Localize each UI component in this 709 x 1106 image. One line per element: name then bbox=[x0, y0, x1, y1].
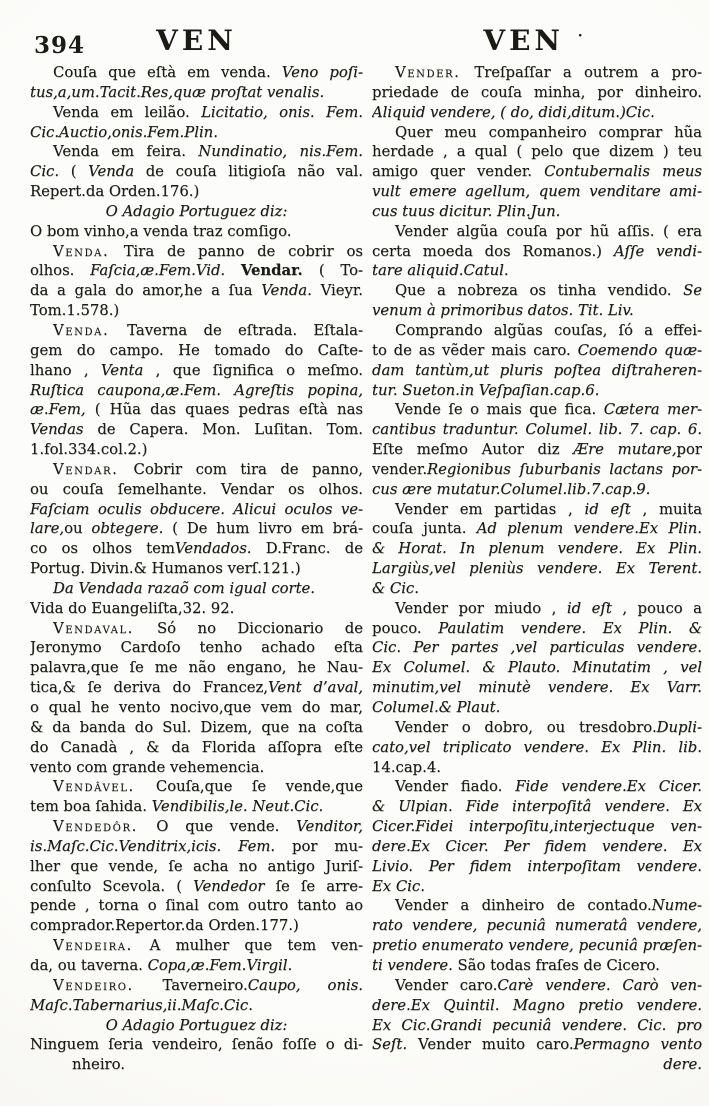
text-line bbox=[30, 539, 363, 559]
text-line bbox=[372, 321, 702, 341]
text-segment: ( De hum livro em brá- bbox=[172, 520, 363, 538]
text-segment: Eſte meſmo Autor diz bbox=[372, 441, 574, 459]
text-segment: co os olhos tem bbox=[30, 540, 175, 558]
text-segment: Livio. Per fidem interpoſitam vendere. bbox=[372, 857, 702, 875]
text-segment: tus,a,um.Tacit.Res,quæ proſtat venalis. bbox=[30, 83, 325, 101]
text-segment: Vender algũa couſa por hũ aſſis. ( era bbox=[395, 222, 702, 240]
text-columns bbox=[30, 63, 702, 1075]
text-segment: Venda em leilão. bbox=[53, 103, 202, 121]
text-line bbox=[372, 956, 702, 976]
text-line bbox=[372, 83, 702, 103]
text-line bbox=[372, 123, 702, 143]
text-segment: amigo quer vender. bbox=[372, 163, 545, 181]
text-segment: venum à primoribus datos. Tit. Liv. bbox=[372, 302, 634, 320]
text-segment: Nume- bbox=[651, 897, 702, 915]
text-line bbox=[372, 361, 702, 381]
text-segment: Ad plenum vendere.Ex Plin. bbox=[476, 520, 702, 538]
text-segment: Venditor, bbox=[296, 818, 363, 836]
text-segment: Cic.Auctio,onis.Fem.Plin. bbox=[30, 123, 218, 141]
text-segment: nheiro. bbox=[72, 1056, 125, 1074]
text-segment: Vende ſe o mais que fica. bbox=[395, 401, 604, 419]
text-segment: vento com grande vehemencia. bbox=[30, 758, 265, 776]
text-segment: Seſt. bbox=[372, 1036, 419, 1054]
text-segment: tica,& ſe deriva do Francez, bbox=[30, 679, 268, 697]
text-line bbox=[30, 261, 363, 281]
text-segment: cantibus traduntur. Columel. lib. 7. cap. 6. bbox=[372, 421, 702, 439]
text-line bbox=[372, 381, 702, 401]
text-line bbox=[30, 658, 363, 678]
running-head-right-text: VEN bbox=[483, 24, 565, 57]
text-segment: Cætera mer- bbox=[603, 401, 702, 419]
text-segment: O Adagio Portuguez diz: bbox=[105, 1016, 288, 1034]
text-line bbox=[30, 500, 363, 520]
text-segment: Venda. bbox=[261, 282, 321, 300]
text-segment: id eſt bbox=[584, 500, 643, 518]
text-segment: dere.Ex Quintil. Magno pretio vendere. bbox=[372, 996, 702, 1014]
text-line bbox=[30, 361, 363, 381]
text-segment: Da Vendada razaõ com igual corte. bbox=[53, 579, 316, 597]
headword: Venda. bbox=[53, 242, 124, 260]
text-segment: cus tuus dicitur. Plin.Jun. bbox=[372, 202, 561, 220]
text-segment: A mulher que tem ven- bbox=[149, 937, 363, 955]
text-segment: comprador.Repertor.da Orden.177.) bbox=[30, 917, 299, 935]
text-segment: , que ſignifica o meſmo. bbox=[155, 361, 363, 379]
text-segment: lare, bbox=[30, 520, 65, 538]
text-segment: Vida do Euangeliſta,32. 92. bbox=[30, 599, 235, 617]
text-segment: Cicer.Fidei interpoſitu,interjectuque ven- bbox=[372, 818, 702, 836]
text-line bbox=[372, 519, 702, 539]
text-segment: pretio enumerato vendere, pecuniâ præſen- bbox=[372, 937, 702, 955]
text-line bbox=[30, 698, 363, 718]
text-line bbox=[30, 182, 363, 202]
text-segment: Comprando algũas couſas, ſó a effei- bbox=[395, 321, 702, 339]
text-segment: São todas fraſes de Cicero. bbox=[457, 956, 660, 974]
text-segment: minutim,vel minutè vendere. Ex Varr. bbox=[372, 679, 702, 697]
text-segment: da a gala do amor,he a ſua bbox=[30, 282, 262, 300]
text-segment: Treſpaſſar a outrem a pro- bbox=[474, 64, 702, 81]
text-segment: Ex Columel. & Plauto. Minutatim , vel bbox=[372, 659, 702, 677]
text-segment: lher que vende, ſe acha no antigo Juriſ- bbox=[30, 857, 363, 875]
ink-dot-mark: · bbox=[577, 28, 583, 44]
text-segment: certa moeda dos Romanos.) bbox=[372, 242, 614, 260]
text-line bbox=[372, 579, 702, 599]
text-line bbox=[30, 281, 363, 301]
text-segment: Jeronymo Cardoſo tenho achado eſta bbox=[30, 639, 363, 657]
text-segment: Vender por miudo , bbox=[395, 599, 567, 617]
text-segment: Ex Cic. bbox=[372, 877, 425, 895]
text-segment: Cic. bbox=[30, 163, 71, 181]
text-segment: , pouco a bbox=[622, 599, 702, 617]
text-segment: dere. bbox=[663, 1056, 702, 1074]
text-segment: O Adagio Portuguez diz: bbox=[105, 202, 288, 220]
text-segment: por bbox=[676, 441, 702, 459]
text-line bbox=[30, 301, 363, 321]
text-segment: rato vendere, pecuniâ numeratâ vendere, bbox=[372, 917, 702, 935]
text-segment: olhos. bbox=[30, 262, 91, 280]
text-segment: Vieyr. bbox=[320, 282, 363, 300]
text-segment: Se bbox=[683, 282, 702, 300]
text-segment: Faſcia,æ.Fem.Vid. bbox=[90, 262, 241, 280]
text-segment: da, ou taverna. bbox=[30, 956, 148, 974]
text-line bbox=[30, 63, 363, 83]
text-segment: dere.Ex Cicer. Per fidem vendere. Ex bbox=[372, 837, 702, 855]
text-segment: O bom vinho,a venda traz comſigo. bbox=[30, 222, 292, 240]
text-line bbox=[30, 381, 363, 401]
text-line bbox=[372, 658, 702, 678]
text-line bbox=[30, 777, 363, 797]
page-header bbox=[0, 24, 709, 62]
text-line bbox=[372, 539, 702, 559]
text-line bbox=[372, 638, 702, 658]
text-line bbox=[30, 1016, 363, 1036]
text-line bbox=[30, 341, 363, 361]
text-line bbox=[372, 619, 702, 639]
running-head-right bbox=[368, 24, 698, 57]
text-line bbox=[372, 797, 702, 817]
text-line bbox=[30, 222, 363, 242]
text-segment: Maſc.Tabernarius,ii.Maſc.Cic. bbox=[30, 996, 253, 1014]
text-segment: Só no Diccionario de bbox=[157, 619, 363, 637]
text-column-right bbox=[372, 63, 702, 1075]
text-line bbox=[372, 400, 702, 420]
text-segment: Columel.& Plaut. bbox=[372, 699, 501, 716]
text-line bbox=[30, 480, 363, 500]
text-line bbox=[372, 142, 702, 162]
text-line bbox=[372, 420, 702, 440]
text-line bbox=[30, 996, 363, 1016]
text-line bbox=[30, 83, 363, 103]
text-segment: Vendibilis,le. Neut.Cic. bbox=[151, 798, 324, 816]
text-segment: Venda bbox=[88, 163, 146, 181]
text-line bbox=[30, 242, 363, 262]
headword: Vendeira. bbox=[53, 937, 150, 955]
text-line bbox=[30, 936, 363, 956]
text-segment: id eſt bbox=[566, 599, 623, 617]
text-segment: Vendedor bbox=[193, 877, 276, 895]
text-line bbox=[372, 877, 702, 897]
text-line bbox=[372, 242, 702, 262]
text-segment: herdade , a qual ( pelo que dizem ) teu bbox=[372, 143, 702, 161]
text-segment: æ.Fem, bbox=[30, 401, 95, 419]
text-column-left bbox=[30, 63, 363, 1075]
text-segment: de couſa litigioſa não val. bbox=[145, 163, 363, 181]
text-segment: , muita bbox=[642, 500, 702, 518]
text-segment: Vender a dinheiro de contado. bbox=[395, 897, 652, 915]
text-segment: priedade de couſa minha, por dinheiro. bbox=[372, 83, 702, 101]
text-segment: gem do campo. He tomado do Caſte- bbox=[30, 341, 363, 359]
text-segment: Dupli- bbox=[656, 718, 702, 736]
text-line bbox=[372, 341, 702, 361]
running-head-left: VEN bbox=[156, 24, 237, 57]
text-segment: Venta bbox=[100, 361, 156, 379]
text-segment: ſe ſe arre- bbox=[275, 877, 363, 895]
text-line bbox=[372, 777, 702, 797]
text-line bbox=[30, 857, 363, 877]
text-line bbox=[372, 678, 702, 698]
text-segment: Largiùs,vel pleniùs vendere. Ex Terent. bbox=[372, 560, 702, 578]
headword: Vender. bbox=[395, 64, 475, 81]
text-segment: Portug. Divin.& Humanos verſ.121.) bbox=[30, 560, 301, 578]
text-line bbox=[30, 519, 363, 539]
text-line bbox=[30, 678, 363, 698]
text-segment: Tira de panno de cobrir os bbox=[123, 242, 363, 260]
headword: Vendeiro. bbox=[53, 976, 163, 994]
text-line bbox=[372, 599, 702, 619]
text-segment: lhano , bbox=[30, 361, 101, 379]
text-segment: obtegere. bbox=[91, 520, 173, 538]
text-segment: Licitatio, onis. Fem. bbox=[201, 103, 363, 121]
page-number: 394 bbox=[34, 32, 86, 59]
text-line bbox=[30, 123, 363, 143]
text-segment: tare aliquid.Catul. bbox=[372, 262, 509, 280]
text-segment: Carè vendere. Carò ven- bbox=[497, 976, 702, 994]
text-line bbox=[30, 956, 363, 976]
text-segment: & Horat. In plenum vendere. Ex Plin. bbox=[372, 540, 702, 558]
text-line bbox=[372, 837, 702, 857]
text-segment: do Canadà , & da Florida aſſopra eſte bbox=[30, 738, 363, 756]
text-line bbox=[30, 619, 363, 639]
text-line bbox=[30, 877, 363, 897]
text-line bbox=[372, 202, 702, 222]
text-segment: Vendar. bbox=[240, 262, 319, 280]
text-line bbox=[372, 1055, 702, 1075]
text-segment: ( To- bbox=[318, 262, 363, 280]
text-segment: pouco. bbox=[372, 619, 439, 637]
text-segment: tur. Sueton.in Veſpaſian.cap.6. bbox=[372, 381, 600, 399]
text-segment: cus ære mutatur.Columel.lib.7.cap.9. bbox=[372, 480, 651, 498]
text-segment: Taverna de eſtrada. Eſtala- bbox=[127, 321, 363, 339]
text-line bbox=[372, 500, 702, 520]
text-line bbox=[30, 758, 363, 778]
text-line bbox=[30, 1055, 363, 1075]
text-segment: Vender o dobro, ou tresdobro. bbox=[395, 718, 657, 736]
text-segment: & Cic. bbox=[372, 579, 419, 597]
text-segment: o qual he vento nocivo,que vem do mar, bbox=[30, 699, 363, 716]
text-segment: Ruſtica caupona,æ.Fem. Agreſtis popina, bbox=[30, 381, 363, 399]
text-segment: to de as vẽder mais caro. bbox=[372, 341, 578, 359]
text-line bbox=[30, 202, 363, 222]
text-segment: Vent d’aval, bbox=[268, 679, 363, 697]
text-segment: Venda em feira. bbox=[53, 143, 199, 161]
text-line bbox=[372, 182, 702, 202]
text-line bbox=[372, 976, 702, 996]
text-segment: Vender fiado. bbox=[395, 778, 516, 796]
text-line bbox=[372, 718, 702, 738]
text-segment: ou couſa ſemelhante. Vendar os olhos. bbox=[30, 480, 363, 498]
text-line bbox=[30, 638, 363, 658]
text-line bbox=[30, 797, 363, 817]
text-line bbox=[372, 758, 702, 778]
text-segment: palavra,que ſe me não engano, he Nau- bbox=[30, 659, 363, 677]
text-line bbox=[30, 579, 363, 599]
text-line bbox=[372, 916, 702, 936]
text-line bbox=[372, 103, 702, 123]
text-segment: Ninguem ſeria vendeiro, ſenão foſſe o di- bbox=[30, 1036, 363, 1054]
text-segment: vender. bbox=[372, 460, 428, 478]
text-segment: Nundinatio, nis.Fem. bbox=[198, 143, 363, 161]
text-line bbox=[372, 301, 702, 321]
text-segment: conſulto Scevola. ( bbox=[30, 877, 194, 895]
text-segment: Vendas bbox=[30, 421, 98, 439]
text-line bbox=[30, 103, 363, 123]
text-segment: Paulatim vendere. Ex Plin. & bbox=[438, 619, 702, 637]
text-segment: de Capera. Mon. Luſitan. Tom. bbox=[97, 421, 363, 439]
text-segment: couſa junta. bbox=[372, 520, 477, 538]
text-line bbox=[30, 162, 363, 182]
text-segment: cato,vel triplicato vendere. Ex Plin. lib. bbox=[372, 738, 702, 756]
text-line bbox=[372, 559, 702, 579]
text-line bbox=[372, 996, 702, 1016]
text-line bbox=[372, 1016, 702, 1036]
text-segment: is.Maſc.Cic.Venditrix,icis. Fem. bbox=[30, 837, 293, 855]
text-segment: Quer meu companheiro comprar hũa bbox=[395, 123, 702, 141]
text-segment: Taverneiro. bbox=[162, 976, 248, 994]
text-line bbox=[30, 400, 363, 420]
text-line bbox=[30, 916, 363, 936]
text-segment: Veno poſi- bbox=[281, 64, 363, 81]
text-line bbox=[372, 222, 702, 242]
text-line bbox=[30, 599, 363, 619]
text-segment: D.Franc. de bbox=[265, 540, 363, 558]
text-segment: Regionibus ſuburbanis lactans por- bbox=[427, 460, 702, 478]
text-segment: vult emere agellum, quem venditare ami- bbox=[372, 183, 702, 201]
text-segment: 1.fol.334.col.2.) bbox=[30, 441, 148, 459]
text-line bbox=[372, 698, 702, 718]
text-segment: ( bbox=[70, 163, 89, 181]
text-segment: Couſa,que ſe vende,que bbox=[155, 778, 363, 796]
text-segment: Coemendo quæ- bbox=[577, 341, 702, 359]
text-line bbox=[30, 440, 363, 460]
text-segment: Vender muito caro. bbox=[418, 1036, 574, 1054]
text-line bbox=[372, 162, 702, 182]
text-line bbox=[30, 420, 363, 440]
text-segment: Contubernalis meus bbox=[544, 163, 702, 181]
text-segment: Couſa que eſtà em venda. bbox=[53, 64, 282, 81]
text-segment: Permagno vento bbox=[573, 1036, 702, 1054]
text-line bbox=[372, 738, 702, 758]
text-line bbox=[30, 321, 363, 341]
text-line bbox=[30, 718, 363, 738]
headword: Venda. bbox=[53, 321, 128, 339]
text-line bbox=[30, 460, 363, 480]
headword: Vendedôr. bbox=[53, 818, 157, 836]
text-segment: Tom.1.578.) bbox=[30, 302, 120, 320]
text-segment: Faſciam oculis obducere. Alicui oculos ve- bbox=[30, 500, 363, 518]
text-line bbox=[372, 440, 702, 460]
text-segment: Ex Cic.Grandi pecuniâ vendere. Cic. pro bbox=[372, 1016, 702, 1034]
text-line bbox=[372, 63, 702, 83]
text-segment: Que a nobreza os tinha vendido. bbox=[395, 282, 684, 300]
text-line bbox=[372, 817, 702, 837]
text-segment: ti vendere. bbox=[372, 956, 458, 974]
text-line bbox=[30, 976, 363, 996]
text-segment: Vendados. bbox=[174, 540, 266, 558]
text-segment: Repert.da Orden.176.) bbox=[30, 183, 200, 201]
text-line bbox=[30, 142, 363, 162]
text-segment: tem boa ſahida. bbox=[30, 798, 152, 816]
text-segment: 14.cap.4. bbox=[372, 758, 441, 776]
text-line bbox=[30, 837, 363, 857]
text-line bbox=[372, 281, 702, 301]
text-line bbox=[30, 559, 363, 579]
text-line bbox=[30, 738, 363, 758]
text-segment: ou bbox=[64, 520, 92, 538]
text-segment: Vender caro. bbox=[395, 976, 498, 994]
text-segment: O que vende. bbox=[156, 818, 297, 836]
text-segment: pende , torna o ſinal com outro tanto ao bbox=[30, 897, 363, 915]
text-line bbox=[372, 936, 702, 956]
text-segment: & da banda do Sul. Dizem, que na coſta bbox=[30, 718, 363, 736]
text-line bbox=[372, 480, 702, 500]
text-line bbox=[30, 1035, 363, 1055]
text-segment: & Ulpian. Fide interpoſitâ vendere. Ex bbox=[372, 798, 702, 816]
text-line bbox=[372, 896, 702, 916]
text-line bbox=[30, 896, 363, 916]
text-segment: Cic. Per partes ,vel particulas vendere. bbox=[372, 639, 702, 657]
text-segment: Aliquid vendere, ( do, didi,ditum.)Cic. bbox=[372, 103, 655, 121]
headword: Vendaval. bbox=[53, 619, 158, 637]
text-line bbox=[372, 460, 702, 480]
text-segment: por mu- bbox=[292, 837, 363, 855]
text-segment: ( Hũa das quaes pedras eſtà nas bbox=[94, 401, 363, 419]
text-line bbox=[30, 817, 363, 837]
text-segment: Caupo, onis. bbox=[247, 976, 363, 994]
text-segment: dam tantùm,ut pluris poſtea diſtraheren- bbox=[372, 361, 702, 379]
text-line bbox=[372, 857, 702, 877]
text-segment: Cobrir com tira de panno, bbox=[133, 460, 363, 478]
text-segment: Fide vendere.Ex Cicer. bbox=[515, 778, 702, 796]
text-segment: Vender em partidas , bbox=[395, 500, 585, 518]
text-segment: Ære mutare, bbox=[573, 441, 677, 459]
headword: Vendar. bbox=[53, 460, 134, 478]
text-line bbox=[372, 1035, 702, 1055]
headword: Vendâvel. bbox=[53, 778, 156, 796]
text-line bbox=[372, 261, 702, 281]
text-segment: Aſſe vendi- bbox=[613, 242, 702, 260]
text-segment: Copa,æ.Fem.Virgil. bbox=[147, 956, 293, 974]
